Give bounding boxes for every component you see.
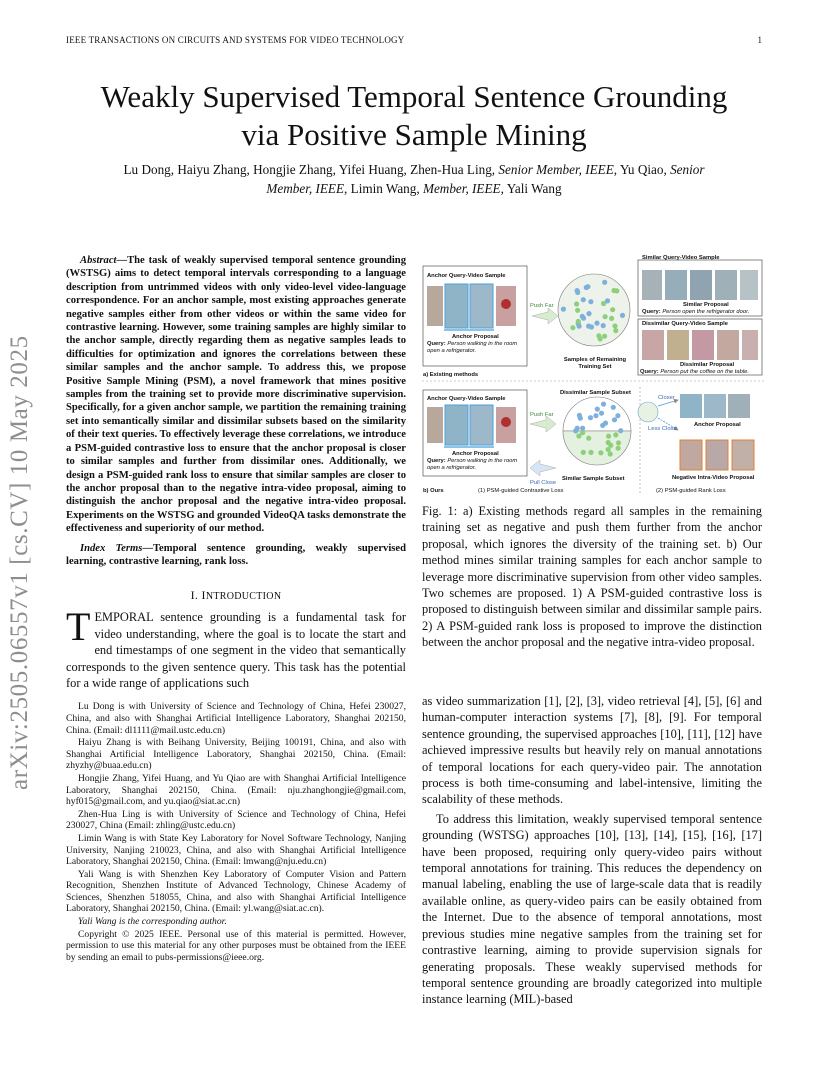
push-far-arrow-a (532, 308, 558, 324)
sample-dot (610, 307, 615, 312)
sample-dot (598, 450, 603, 455)
title-line-2: via Positive Sample Mining (241, 117, 587, 152)
remaining-set-circle (558, 274, 630, 346)
query-b: Query: Person walking in the room open a refrigerator. (427, 458, 518, 471)
footnote: Haiyu Zhang is with Beihang University, Beijing 100191, China, and also with Shanghai Artificial Intelligence Laboratory, Shanghai 202150, China. (Email: zhyzhy@buaa.edu.cn) (66, 737, 406, 772)
similar-subset-label: Similar Sample Subset (562, 476, 625, 482)
similar-sample-label: Similar Query-Video Sample (642, 255, 720, 261)
section-heading-introduction: I. INTRODUCTION (190, 588, 282, 603)
remaining-set-label: Samples of Remaining Training Set (563, 357, 627, 370)
pull-close-arrow-b (530, 460, 556, 476)
page-number: 1 (757, 35, 762, 45)
sample-dot (608, 443, 613, 448)
sample-dot (580, 314, 585, 319)
title-line-1: Weakly Supervised Temporal Sentence Grounding (100, 79, 728, 114)
sample-dot (616, 440, 621, 445)
left-column (66, 254, 406, 964)
sample-dot (598, 336, 603, 341)
sample-dot (615, 413, 620, 418)
push-far-label-b: Push Far (530, 412, 554, 418)
body-paragraph: as video summarization [1], [2], [3], video retrieval [4], [5], [6] and human-computer interaction systems [7], [8], [9]. For temporal sentence grounding, the supervised approaches [10], [11], [12] have achieved impressive results but heavily rely on manual annotations of temporal locations for each query-video pair. The annotation process is both time-consuming and label-intensive, limiting the scalability of these methods. (422, 694, 762, 807)
sample-dot (609, 316, 614, 321)
author-list (70, 160, 758, 198)
sample-dot (603, 421, 608, 426)
right-column-body (422, 693, 762, 1011)
sample-dot (588, 299, 593, 304)
sample-dot (588, 415, 593, 420)
dissimilar-proposal-label: Dissimilar Proposal (680, 362, 735, 368)
dissimilar-query: Query: Person put the coffee on the table. (640, 369, 749, 375)
sample-dot (602, 280, 607, 285)
pull-close-label: Pull Close (530, 480, 557, 486)
authors-line1: Lu Dong, Haiyu Zhang, Hongjie Zhang, Yifei Huang, Zhen-Hua Ling, (123, 162, 499, 177)
sample-dot (612, 417, 617, 422)
dissimilar-sample-label: Dissimilar Query-Video Sample (642, 321, 728, 327)
sample-dot (601, 323, 606, 328)
frame-thumb (470, 284, 493, 328)
sample-dot (595, 407, 600, 412)
body-paragraph: To address this limitation, weakly supervised temporal sentence grounding (WSTSG) approaches [10], [13], [14], [15], [16], [17] have been proposed, requiring only query-video pairs without temporal annotations for training. This reduces the dependency on manual labeling, enabling the use of large-scale data that is readily available online, as query-video pairs can be easily obtained from the Internet. Due to the absence of temporal annotations, most previous studies mine negative samples from the training set for contrastive learning, aiming to provide supervision signals for generating proposals. These weakly supervised methods for temporal sentence grounding are broadly categorized into multiple instance learning (MIL)-based (422, 811, 762, 1007)
copyright-notice: Copyright © 2025 IEEE. Personal use of this material is permitted. However, permission to use this material for any other purposes must be obtained from the IEEE by sending an email to pubs-permissions@ieee.org. (66, 928, 406, 963)
arxiv-stamp: arXiv:2505.06557v1 [cs.CV] 10 May 2025 (6, 335, 33, 790)
sample-dot (586, 311, 591, 316)
intro-caps: EMPORAL (94, 610, 154, 625)
sample-dot (601, 402, 606, 407)
less-close-label: Less Close (648, 426, 677, 432)
closer-label: Closer (658, 395, 675, 401)
sample-dot (616, 446, 621, 451)
frame-thumb (427, 286, 443, 326)
sample-dot (593, 413, 598, 418)
sample-dot (575, 288, 580, 293)
negative-intra-label: Negative Intra-Video Proposal (672, 475, 755, 481)
sample-dot (594, 321, 599, 326)
authors-line2: , Limin Wang, (344, 181, 423, 196)
similar-query: Query: Person open the refrigerator door. (642, 309, 750, 315)
sample-dot (618, 428, 623, 433)
journal-header: IEEE TRANSACTIONS ON CIRCUITS AND SYSTEMS FOR VIDEO TECHNOLOGY (66, 35, 405, 45)
sample-dot (578, 416, 583, 421)
sample-dot (584, 285, 589, 290)
anchor-sample-label-b: Anchor Query-Video Sample (427, 396, 506, 402)
sample-dot (611, 405, 616, 410)
subfig-1-label: (1) PSM-guided Contrastive Loss (478, 488, 564, 494)
index-terms-lead: Index Terms (80, 542, 143, 554)
corresponding-author-note: Yali Wang is the corresponding author. (78, 916, 227, 928)
index-terms (66, 542, 406, 569)
author-role: Member, IEEE (422, 181, 501, 196)
sample-dot (589, 324, 594, 329)
footnote: Hongjie Zhang, Yifei Huang, and Yu Qiao are with Shanghai Artificial Intelligence Laboratory, Shanghai 202150, China. (Email: nju.zhanghongjie@gmail.com, hyf015@gmail.com, and yu.qiao@siat.ac.cn) (66, 772, 406, 808)
sample-dot (611, 288, 616, 293)
sample-dot (581, 297, 586, 302)
anchor-proposal-rank-label: Anchor Proposal (694, 422, 741, 428)
anchor-sample-label-a: Anchor Query-Video Sample (427, 273, 506, 279)
authors-line1b: , Yu Qiao, (613, 162, 671, 177)
author-role: Senior Member, IEEE (498, 162, 614, 177)
subfig-2-label: (2) PSM-guided Rank Loss (656, 488, 726, 494)
drop-cap: T (66, 604, 91, 650)
ours-label: b) Ours (423, 488, 444, 494)
sample-dot (576, 319, 581, 324)
sample-dot (613, 432, 618, 437)
sample-dot (620, 313, 625, 318)
sample-dot (576, 433, 581, 438)
figure-caption: Fig. 1: a) Existing methods regard all samples in the remaining training set as negative and push them further from the anchor proposal, which ignores the diversity of the training set. b) Our method mines similar training samples for each anchor sample to leverage more discriminative supervision from other video samples. Two schemes are proposed. 1) A PSM-guided contrastive loss is proposed to distinguish between similar and dissimilar sample pairs. 2) A PSM-guided rank loss is proposed to improve the distinction between the anchor proposal and the negative intra-video proposal. (422, 504, 762, 650)
sample-dot (573, 428, 578, 433)
similar-proposal-label: Similar Proposal (683, 302, 729, 308)
abstract-lead: Abstract (80, 255, 117, 266)
sample-dot (561, 307, 566, 312)
figure-1 (422, 254, 764, 498)
footnote: Lu Dong is with University of Science and Technology of China, Hefei 230027, China, and also with Shanghai Artificial Intelligence Laboratory, Shanghai 202150, China. (Email: dl1111@mail.ustc.edu.cn) (66, 701, 406, 736)
sample-dot (603, 314, 608, 319)
sample-dot (586, 436, 591, 441)
intro-paragraph (66, 604, 406, 691)
sample-dot (575, 308, 580, 313)
sample-dot (613, 328, 618, 333)
sample-dot (570, 325, 575, 330)
sample-dot (581, 450, 586, 455)
frame-thumb (445, 284, 468, 328)
anchor-proposal-label-b: Anchor Proposal (452, 451, 499, 457)
sample-dot (574, 301, 579, 306)
similar-subset-half (563, 431, 631, 465)
sample-dot (605, 298, 610, 303)
dissimilar-subset-label: Dissimilar Sample Subset (560, 390, 631, 396)
author-role: Member, IEEE (266, 181, 345, 196)
abstract-text: —The task of weakly supervised temporal sentence grounding (WSTSG) aims to detect temporal intervals corresponding to a language description from untrimmed videos with only video-level video-language correspondence. For an anchor sample, most existing approaches generate negative samples either from other videos or within the same video for contrastive learning. However, some training samples are highly similar to the anchor sample, directly regarding them as negative samples leads to difficulties for optimization and ignores the correlations between these similar samples and the anchor sample. To address this, we propose Positive Sample Mining (PSM), a novel framework that mines positive samples from the training set to provide more discriminative supervision. Specifically, for a given anchor sample, we partition the remaining training set into semantically similar and dissimilar subsets based on the similarity of their text queries. To effectively leverage these correlations, we introduce a PSM-guided contrastive loss to ensure that the anchor proposal is closer to similar samples and further from dissimilar ones. Additionally, we design a PSM-guided rank loss to ensure that similar samples are closer to the anchor proposal than to the negative intra-video proposal, aiming to distinguish the anchor proposal and the negative intra-video proposal. Experiments on the WSTSG and grounded VideoQA tasks demonstrate the effectiveness and superiority of our method. (66, 255, 406, 535)
sample-dot (606, 434, 611, 439)
footnote: Zhen-Hua Ling is with University of Science and Technology of China, Hefei 230027, China (Email: zhling@ustc.edu.cn) (66, 808, 406, 832)
abstract (66, 254, 406, 536)
query-a: Query: Person walking in the room open a refrigerator. (427, 341, 518, 354)
intro-text: sentence grounding is a fundamental task for video understanding, where the goal is to locate the start and end timestamps of one segment in the video that semantically corresponds to the given sentence query. This task has the potential for a wide range of applications such (66, 610, 406, 690)
footnote: Yali Wang is with Shenzhen Key Laboratory of Computer Vision and Pattern Recognition, Shenzhen Institute of Advanced Technology, Chinese Academy of Sciences, Shenzhen 518055, China, and also with Shanghai Artificial Intelligence Laboratory, Shanghai 202150, China. (Email: yl.wang@siat.ac.cn). (66, 868, 406, 915)
author-role: Senior (670, 162, 705, 177)
sample-dot (608, 451, 613, 456)
sample-dot (580, 426, 585, 431)
sample-dot (602, 334, 607, 339)
footnote: Limin Wang is with State Key Laboratory for Novel Software Technology, Nanjing University, Nanjing 210023, China, and also with Shanghai Artificial Intelligence Laboratory, Shanghai 202150, China. (Email: lmwang@nju.edu.cn) (66, 832, 406, 868)
paper-title (60, 78, 768, 154)
push-far-label-a: Push Far (530, 303, 554, 309)
authors-line2b: , Yali Wang (500, 181, 562, 196)
sample-dot (612, 323, 617, 328)
sample-dot (599, 411, 604, 416)
index-terms-text: —Temporal sentence grounding, weakly supervised learning, contrastive learning, rank loss. (66, 542, 406, 567)
sample-dot (588, 450, 593, 455)
existing-methods-label: a) Existing methods (423, 372, 479, 378)
anchor-proposal-label-a: Anchor Proposal (452, 334, 499, 340)
footnotes (66, 701, 406, 963)
